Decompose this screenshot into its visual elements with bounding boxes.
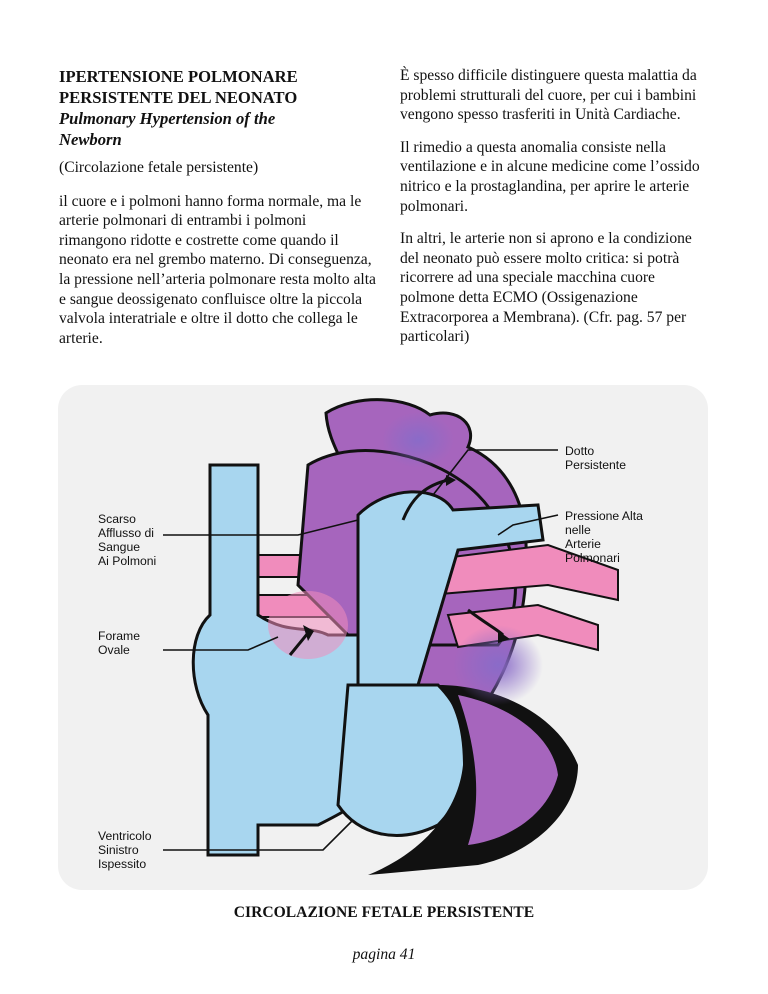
paragraph-diagnosis: È spesso difficile distinguere questa malattia da problemi strutturali del cuore, per cui i bambini vengono spesso trasferiti in Unità Cardiache.	[400, 67, 697, 124]
title-line-2: PERSISTENTE DEL NEONATO	[59, 88, 298, 107]
foramen-ovale-zone	[268, 591, 348, 659]
page-number: pagina 41	[352, 946, 416, 963]
label-dotto-persistente: Dotto Persistente	[565, 444, 626, 472]
label-scarso-afflusso: Scarso Afflusso di Sangue Ai Polmoni	[98, 512, 157, 568]
title-line-1: IPERTENSIONE POLMONARE	[59, 67, 298, 86]
aside-note: (Circolazione fetale persistente)	[59, 159, 259, 176]
page-title	[59, 66, 377, 108]
heart-diagram	[58, 385, 708, 890]
label-pressione-alta: Pressione Alta nelle Arterie Polmonari	[565, 509, 643, 565]
label-ventricolo-sinistro: Ventricolo Sinistro Ispessito	[98, 829, 152, 871]
right-column	[400, 66, 712, 360]
label-forame-ovale: Forame Ovale	[98, 629, 140, 657]
subtitle-line-2: Newborn	[59, 130, 122, 149]
subtitle-line-1: Pulmonary Hypertension of the	[59, 109, 276, 128]
page-subtitle	[59, 108, 377, 150]
mixing-zone-duct	[382, 412, 454, 468]
paragraph-treatment: Il rimedio a questa anomalia consiste nella ventilazione e in alcune medicine come l’ossido nitrico e la prostaglandina, per aprire le arterie polmonari.	[400, 138, 700, 215]
left-column	[59, 66, 377, 361]
figure-caption: CIRCOLAZIONE FETALE PERSISTENTE	[233, 904, 535, 921]
description-paragraph: il cuore e i polmoni hanno forma normale, ma le arterie polmonari di entrambi i polmoni rimangono ridotte e costrette come quando il neonato era nel grembo materno. Di conseguenza, la pressione nell’arteria polmonare resta molto alta e sangue deossigenato confluisce oltre la piccola valvola interatriale e oltre il dotto che collega le arterie.	[59, 192, 376, 347]
paragraph-ecmo: In altri, le arterie non si aprono e la condizione del neonato può essere molto critica: si potrà ricorrere ad una speciale macchina cuore polmone detta ECMO (Ossigenazione Extracorporea a Membrana). (Cfr. pag. 57 per particolari)	[400, 230, 692, 346]
